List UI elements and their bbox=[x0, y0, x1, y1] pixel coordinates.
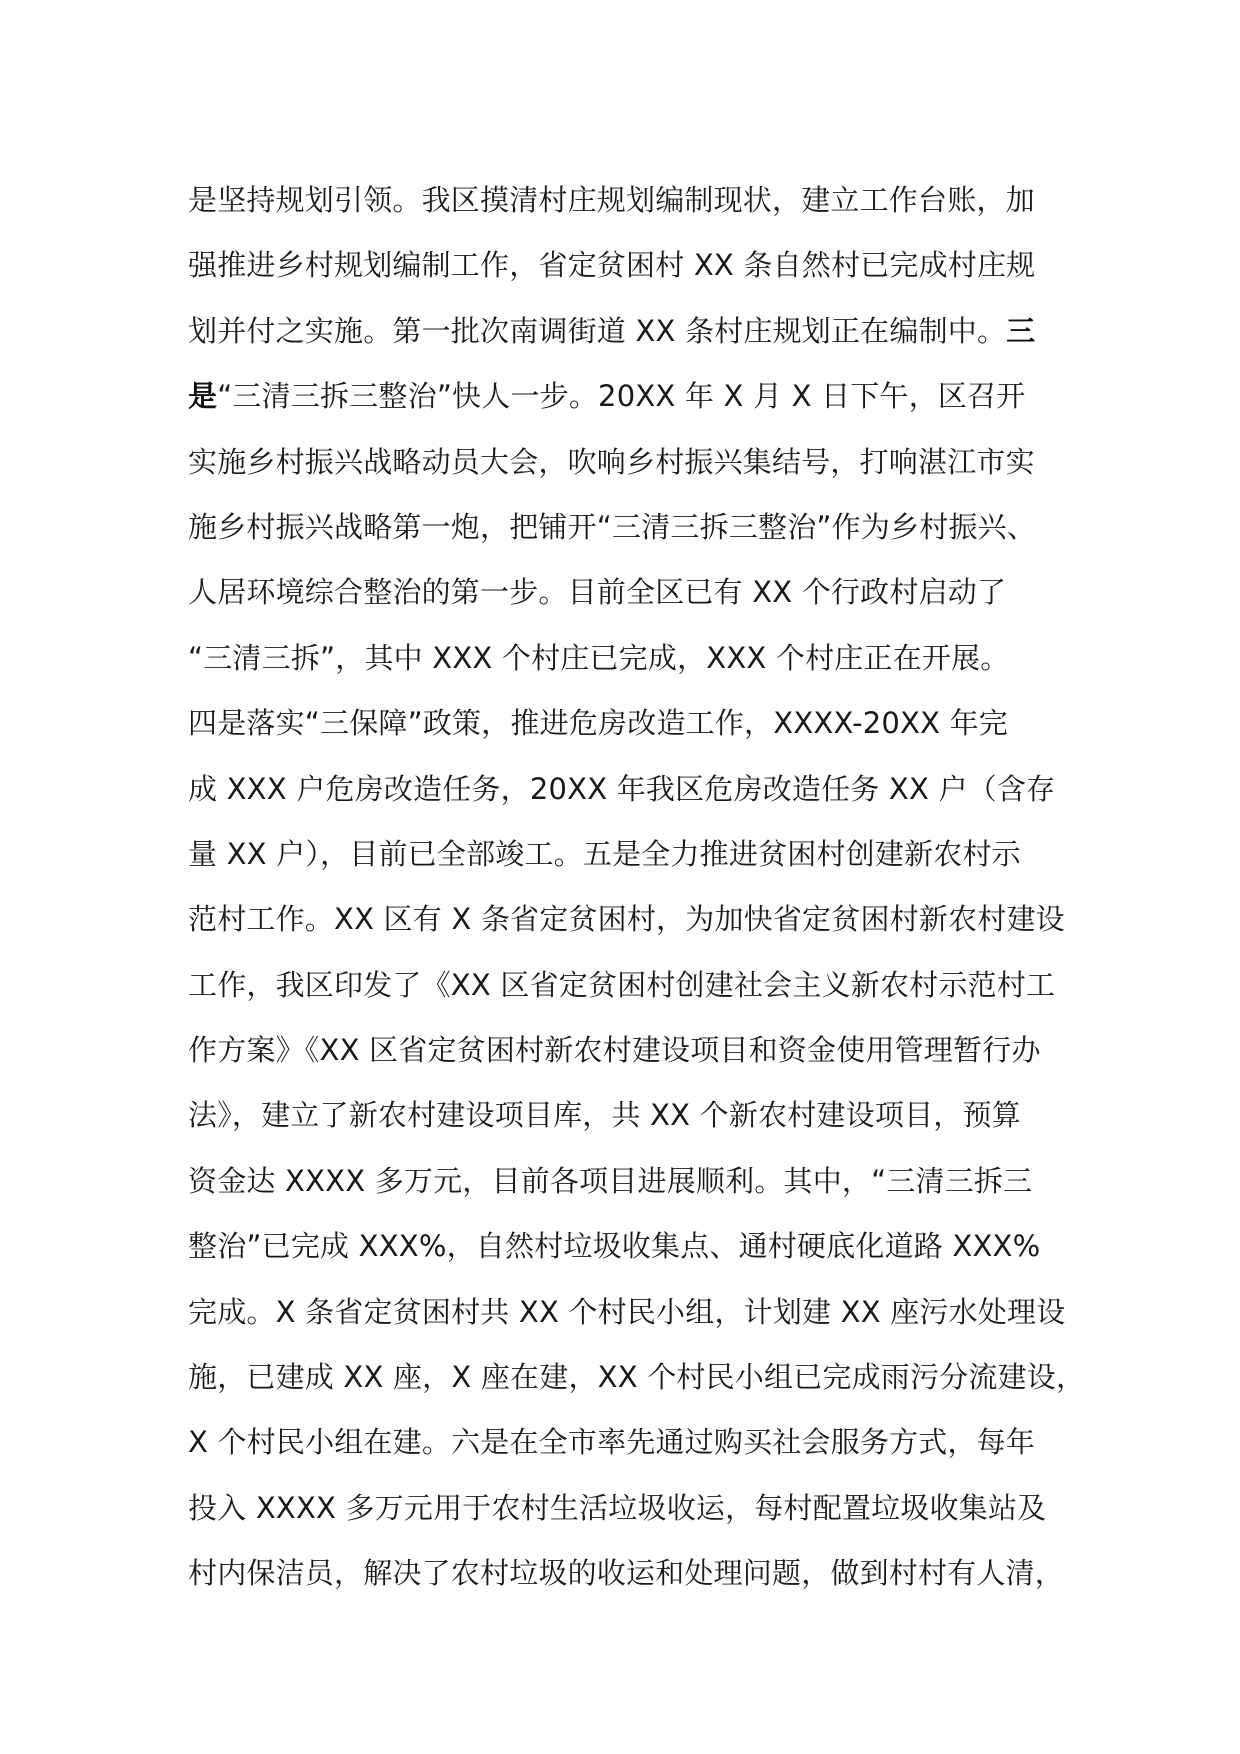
text-line-9: 四是落实“三保障”政策，推进危房改造工作，XXXX-20XX 年完 bbox=[188, 706, 1008, 741]
text-line-4-main: “三清三拆三整治”快人一步。20XX 年 X 月 X 日下午，区召开 bbox=[217, 379, 1026, 414]
text-line-2: 强推进乡村规划编制工作，省定贫困村 XX 条自然村已完成村庄规 bbox=[188, 248, 1036, 283]
text-line-3 bbox=[188, 299, 1088, 364]
text-line-20: X 个村民小组在建。六是在全市率先通过购买社会服务方式，每年 bbox=[188, 1425, 1036, 1460]
text-line-13: 工作，我区印发了《XX 区省定贫困村创建社会主义新农村示范村工 bbox=[188, 967, 1056, 1002]
text-line-18: 完成。X 条省定贫困村共 XX 个村民小组，计划建 XX 座污水处理设 bbox=[188, 1294, 1066, 1329]
bold-heading-marker-continued: 是 bbox=[188, 379, 218, 414]
text-line-1: 是坚持规划引领。我区摸清村庄规划编制现状，建立工作台账，加 bbox=[188, 183, 1035, 217]
text-line-6: 施乡村振兴战略第一炮，把铺开“三清三拆三整治”作为乡村振兴、 bbox=[188, 509, 1037, 544]
text-line-10: 成 XXX 户危房改造任务，20XX 年我区危房改造任务 XX 户（含存 bbox=[188, 771, 1056, 806]
text-line-3-main: 划并付之实施。第一批次南调街道 XX 条村庄规划正在编制中。 bbox=[188, 313, 1007, 348]
text-line-4 bbox=[188, 364, 1088, 429]
text-line-19: 施，已建成 XX 座，X 座在建，XX 个村民小组已完成雨污分流建设， bbox=[188, 1360, 1086, 1395]
body-paragraph bbox=[188, 168, 1088, 1607]
text-line-16: 资金达 XXXX 多万元，目前各项目进展顺利。其中，“三清三拆三 bbox=[188, 1163, 1033, 1198]
text-line-17: 整治”已完成 XXX%，自然村垃圾收集点、通村硬底化道路 XXX% bbox=[188, 1229, 1041, 1264]
text-line-7: 人居环境综合整治的第一步。目前全区已有 XX 个行政村启动了 bbox=[188, 575, 1007, 610]
bold-heading-marker: 三 bbox=[1006, 313, 1036, 348]
text-line-15: 法》，建立了新农村建设项目库，共 XX 个新农村建设项目，预算 bbox=[188, 1098, 1021, 1133]
text-line-14: 作方案》《XX 区省定贫困村新农村建设项目和资金使用管理暂行办 bbox=[188, 1033, 1041, 1068]
text-line-11: 量 XX 户），目前已全部竣工。五是全力推进贫困村创建新农村示 bbox=[188, 836, 1021, 871]
text-line-8: “三清三拆”，其中 XXX 个村庄已完成，XXX 个村庄正在开展。 bbox=[188, 640, 1010, 675]
text-line-21: 投入 XXXX 多万元用于农村生活垃圾收运，每村配置垃圾收集站及 bbox=[188, 1490, 1047, 1525]
text-line-22: 村内保洁员，解决了农村垃圾的收运和处理问题，做到村村有人清， bbox=[188, 1556, 1065, 1591]
text-line-12: 范村工作。XX 区有 X 条省定贫困村，为加快省定贫困村新农村建设 bbox=[188, 902, 1065, 937]
text-line-5: 实施乡村振兴战略动员大会，吹响乡村振兴集结号，打响湛江市实 bbox=[188, 444, 1035, 479]
